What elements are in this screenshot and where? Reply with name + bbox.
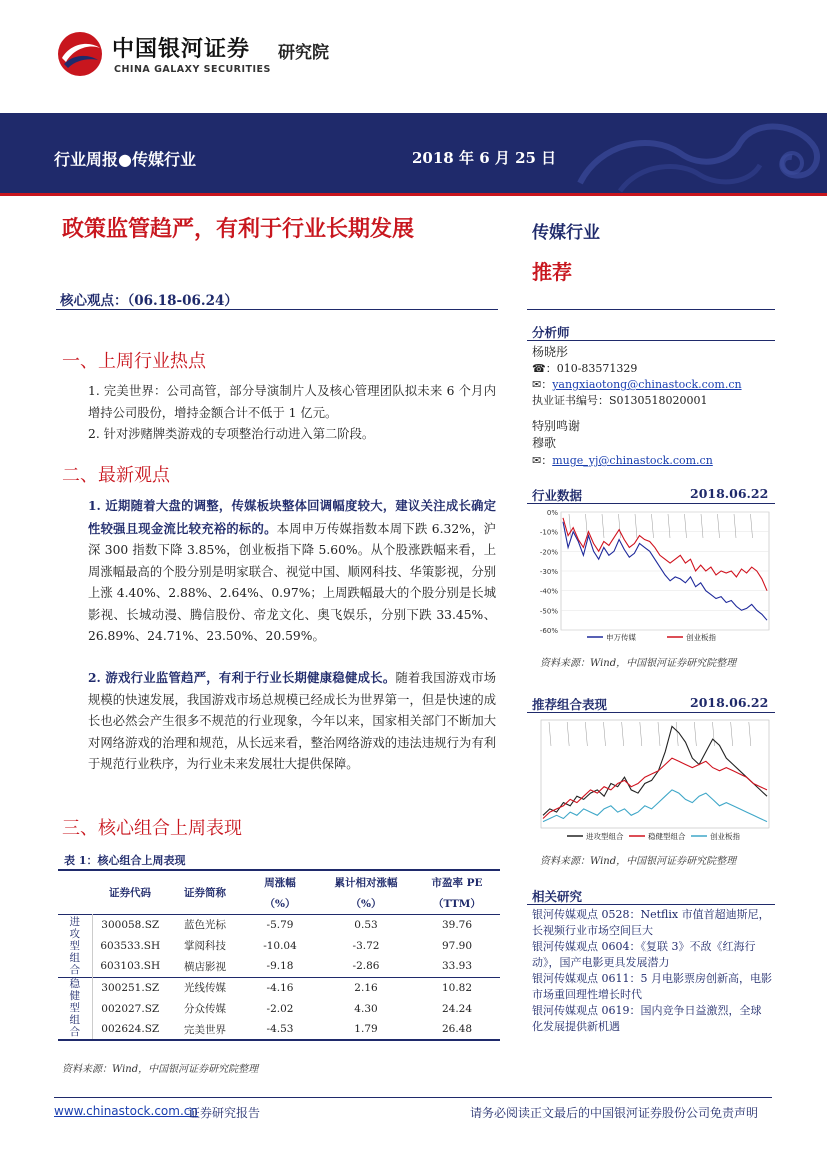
legend-label: 稳健型组合: [648, 832, 686, 841]
analyst-phone: 010-83571329: [556, 362, 638, 375]
col-header: 周涨幅: [264, 877, 296, 889]
table-cell: 603533.SH: [100, 939, 161, 952]
table-cell: 10.82: [441, 981, 473, 994]
analyst-cert: 执业证书编号：S0130518020001: [532, 394, 708, 407]
industry-name: 传媒行业: [532, 223, 600, 243]
section-title-latest-views: 二、最新观点: [62, 465, 170, 486]
paragraph-text: 随着我国游戏市场规模的快速发展，我国游戏市场总规模已经成长为世界第一，但是快速的成长也必然会产生很多不规范的行业现象，今年以来，国家相关部门不断加大对网络游戏的治理和规范，从长远来看，整治网络游戏的违法违规行为有利于规范行业秩序，为行业未来发展壮大提供保障。: [88, 671, 496, 771]
thanks-label: 特别鸣谢: [532, 419, 581, 433]
table-cell: -2.86: [352, 960, 380, 973]
footer-divider: [54, 1097, 772, 1098]
table-cell: 300251.SZ: [101, 981, 160, 994]
table-cell: 97.90: [441, 939, 473, 952]
table-cell: 39.76: [441, 918, 473, 931]
x-tick-mark: [676, 722, 678, 746]
divider: [56, 309, 498, 310]
table-cell: 光线传媒: [184, 982, 226, 995]
portfolio-table: [58, 872, 500, 1041]
table-row: [58, 935, 500, 956]
table-source: 资料来源：Wind，中国银河证券研究院整理: [62, 1064, 259, 1075]
portfolio-performance-chart: [527, 714, 775, 846]
analyst-email-link[interactable]: yangxiaotong@chinastock.com.cn: [552, 378, 742, 391]
portfolio-perf-date: 2018.06.22: [690, 695, 769, 710]
col-header-unit: （TTM）: [433, 897, 481, 910]
table-top-rule: [58, 869, 500, 871]
y-tick-label: -30%: [539, 568, 558, 576]
paragraph-text: 本周申万传媒指数本周下跌 6.32%，沪深 300 指数下降 3.85%，创业板指下降 5.60%。从个股涨跌幅来看，上周涨幅最高的个股分别是明家联合、视觉中国、顺网科技、华策影视，分别上涨 4.40%、2.88%、2.64%、0.97%；上周跌幅最大的个股分别是长城影视、长城动漫、腾信股份、帝龙文化、奥飞娱乐，分别下跌 33.45%、26.89%、24.71%、23.50%、20.59%。: [88, 521, 496, 643]
x-tick-mark: [718, 514, 720, 538]
x-tick-mark: [549, 722, 551, 746]
series-line: [543, 790, 767, 822]
x-tick-mark: [604, 722, 606, 746]
analyst-label: 分析师: [532, 325, 570, 340]
series-line: [543, 758, 767, 818]
footer-website-link[interactable]: www.chinastock.com.cn: [54, 1104, 198, 1118]
table-row: [58, 956, 500, 977]
x-tick-mark: [622, 722, 624, 746]
x-tick-mark: [701, 514, 703, 538]
related-item[interactable]: 银河传媒观点 0528：Netflix 市值首超迪斯尼，长视频行业市场空间巨大: [532, 908, 770, 937]
table-cell: 完美世界: [184, 1023, 226, 1036]
table-cell: 24.24: [441, 1002, 473, 1015]
table-row: [58, 977, 500, 998]
table-cell: -2.02: [266, 1002, 294, 1015]
col-header: 证券简称: [184, 887, 226, 900]
divider: [527, 340, 775, 341]
table-cell: 横店影视: [184, 960, 226, 973]
chart-source: 资料来源：Wind，中国银河证券研究院整理: [540, 658, 737, 669]
brand-header: [56, 28, 356, 84]
galaxy-logo-icon: [56, 30, 104, 78]
core-view-heading: 核心观点：（06.18-06.24）: [60, 293, 238, 309]
series-line: [563, 518, 767, 591]
x-tick-mark: [749, 722, 751, 746]
bold-lead: 1. 近期随着大盘的调整，传媒板块整体回调幅度较大，建议关注成长确定性较强且现金流比较充裕的标的。: [88, 498, 496, 536]
table-cell: -4.16: [266, 981, 294, 994]
cloud-ornament-icon: [560, 113, 827, 195]
legend-label: 创业板指: [686, 633, 716, 642]
x-tick-mark: [602, 514, 604, 538]
x-tick-mark: [734, 514, 736, 538]
table-header-row: [58, 872, 500, 893]
table-cell: 分众传媒: [184, 1003, 226, 1015]
y-tick-label: -50%: [539, 607, 558, 616]
related-item[interactable]: 银河传媒观点 0611：5 月电影票房创新高，电影市场重回理性增长时代: [532, 972, 772, 1001]
chart-source: 资料来源：Wind，中国银河证券研究院整理: [540, 856, 737, 867]
brand-department: 研究院: [278, 43, 329, 63]
x-tick-mark: [658, 722, 660, 746]
table-cell: 2.16: [354, 981, 378, 994]
report-title: 政策监管趋严，有利于行业长期发展: [62, 216, 415, 242]
footer-label: 证券研究报告: [188, 1106, 261, 1120]
brand-name-cn: 中国银河证券: [112, 37, 251, 62]
table-cell: -9.18: [266, 960, 294, 973]
thanks-email-row: ✉：muge_yj@chinastock.com.cn: [532, 454, 713, 467]
report-date: 2018 年 6 月 25 日: [412, 149, 557, 167]
table-cell: -10.04: [263, 939, 297, 952]
table-caption: 表 1：核心组合上周表现: [64, 854, 186, 867]
y-tick-label: -40%: [539, 587, 558, 596]
divider: [527, 712, 775, 713]
thanks-name: 穆歌: [532, 436, 557, 450]
table-cell: 002624.SZ: [101, 1023, 160, 1035]
col-header-unit: （%）: [264, 897, 296, 910]
x-tick-mark: [652, 514, 654, 538]
divider: [527, 904, 775, 905]
divider: [527, 309, 775, 310]
group-name: 稳健型组合: [69, 978, 80, 1039]
rating-badge: 推荐: [532, 260, 572, 284]
paragraph: [88, 495, 496, 648]
divider: [527, 503, 775, 504]
table-row: [58, 1019, 500, 1040]
x-tick-mark: [640, 722, 642, 746]
x-tick-mark: [567, 722, 569, 746]
analyst-email-row: ✉：yangxiaotong@chinastock.com.cn: [532, 378, 742, 391]
thanks-email-link[interactable]: muge_yj@chinastock.com.cn: [552, 454, 713, 467]
y-tick-label: -60%: [539, 627, 558, 635]
legend-label: 申万传媒: [606, 633, 636, 642]
section-title-portfolio: 三、核心组合上周表现: [62, 818, 242, 839]
report-type: 行业周报●传媒行业: [54, 150, 196, 169]
legend-label: 创业板指: [710, 832, 740, 841]
x-tick-mark: [694, 722, 696, 746]
brand-name-en: CHINA GALAXY SECURITIES: [114, 64, 271, 75]
table-cell: 掌阅科技: [184, 940, 226, 952]
x-tick-mark: [668, 514, 670, 538]
table-cell: 0.53: [354, 918, 378, 931]
col-header: 市盈率 PE: [431, 877, 483, 889]
phone-icon: ☎: [532, 362, 546, 375]
related-research-label: 相关研究: [532, 889, 583, 904]
paragraph: 2. 针对涉赌牌类游戏的专项整治行动进入第二阶段。: [88, 427, 375, 441]
table-row: [58, 998, 500, 1019]
header-banner: [0, 113, 827, 195]
table-cell: 33.93: [441, 960, 473, 973]
section-title-hotspots: 一、上周行业热点: [62, 351, 206, 372]
related-item[interactable]: 银河传媒观点 0604：《复联 3》不敌《红海行动》，国产电影更具发展潜力: [532, 940, 756, 969]
analyst-phone-row: ☎：010-83571329: [532, 362, 638, 375]
col-header: 累计相对涨幅: [334, 877, 398, 889]
table-cell: 300058.SZ: [101, 918, 160, 931]
analyst-name: 杨晓彤: [532, 345, 569, 359]
table-cell: -3.72: [352, 939, 380, 952]
x-tick-mark: [585, 722, 587, 746]
table-row: [58, 914, 500, 935]
related-item[interactable]: 银河传媒观点 0619：国内竞争日益激烈，全球化发展提供新机遇: [532, 1004, 762, 1033]
industry-index-chart: [527, 506, 775, 646]
portfolio-perf-label: 推荐组合表现: [532, 697, 608, 712]
table-cell: -4.53: [266, 1023, 294, 1035]
table-cell: 26.48: [441, 1023, 473, 1035]
group-label: [58, 977, 92, 1040]
group-name: 进攻型组合: [69, 915, 80, 976]
paragraph: 1. 完美世界：公司高管，部分导演制片人及核心管理团队拟未来 6 个月内增持公司股份，增持金额合计不低于 1 亿元。: [88, 384, 496, 420]
bold-lead: 2. 游戏行业监管趋严，有利于行业长期健康稳健成长。: [88, 670, 396, 685]
table-cell: 1.79: [354, 1023, 378, 1035]
x-tick-mark: [619, 514, 621, 538]
x-tick-mark: [751, 514, 753, 538]
related-list: [532, 907, 772, 1035]
x-tick-mark: [685, 514, 687, 538]
paragraph: [88, 667, 496, 776]
table-cell: 蓝色光标: [184, 919, 226, 932]
legend-label: 进攻型组合: [586, 832, 624, 841]
group-label: [58, 914, 92, 977]
mail-icon: ✉: [532, 378, 542, 391]
footer-disclaimer: 请务必阅读正文最后的中国银河证券股份公司免责声明: [470, 1106, 759, 1120]
x-tick-mark: [713, 722, 715, 746]
table-cell: -5.79: [266, 918, 294, 931]
banner-stripe: [0, 193, 827, 196]
mail-icon: ✉: [532, 454, 542, 467]
table-cell: 603103.SH: [100, 960, 161, 973]
plot-area: [541, 720, 769, 828]
y-tick-label: -10%: [539, 528, 558, 537]
x-tick-mark: [731, 722, 733, 746]
industry-data-date: 2018.06.22: [690, 486, 769, 501]
col-header: 证券代码: [109, 887, 151, 900]
table-cell: 4.30: [354, 1002, 378, 1015]
y-tick-label: 0%: [546, 509, 558, 517]
industry-data-label: 行业数据: [532, 488, 583, 503]
col-header-unit: （%）: [350, 897, 382, 910]
x-tick-mark: [635, 514, 637, 538]
table-cell: 002027.SZ: [101, 1002, 160, 1015]
y-tick-label: -20%: [539, 548, 558, 557]
